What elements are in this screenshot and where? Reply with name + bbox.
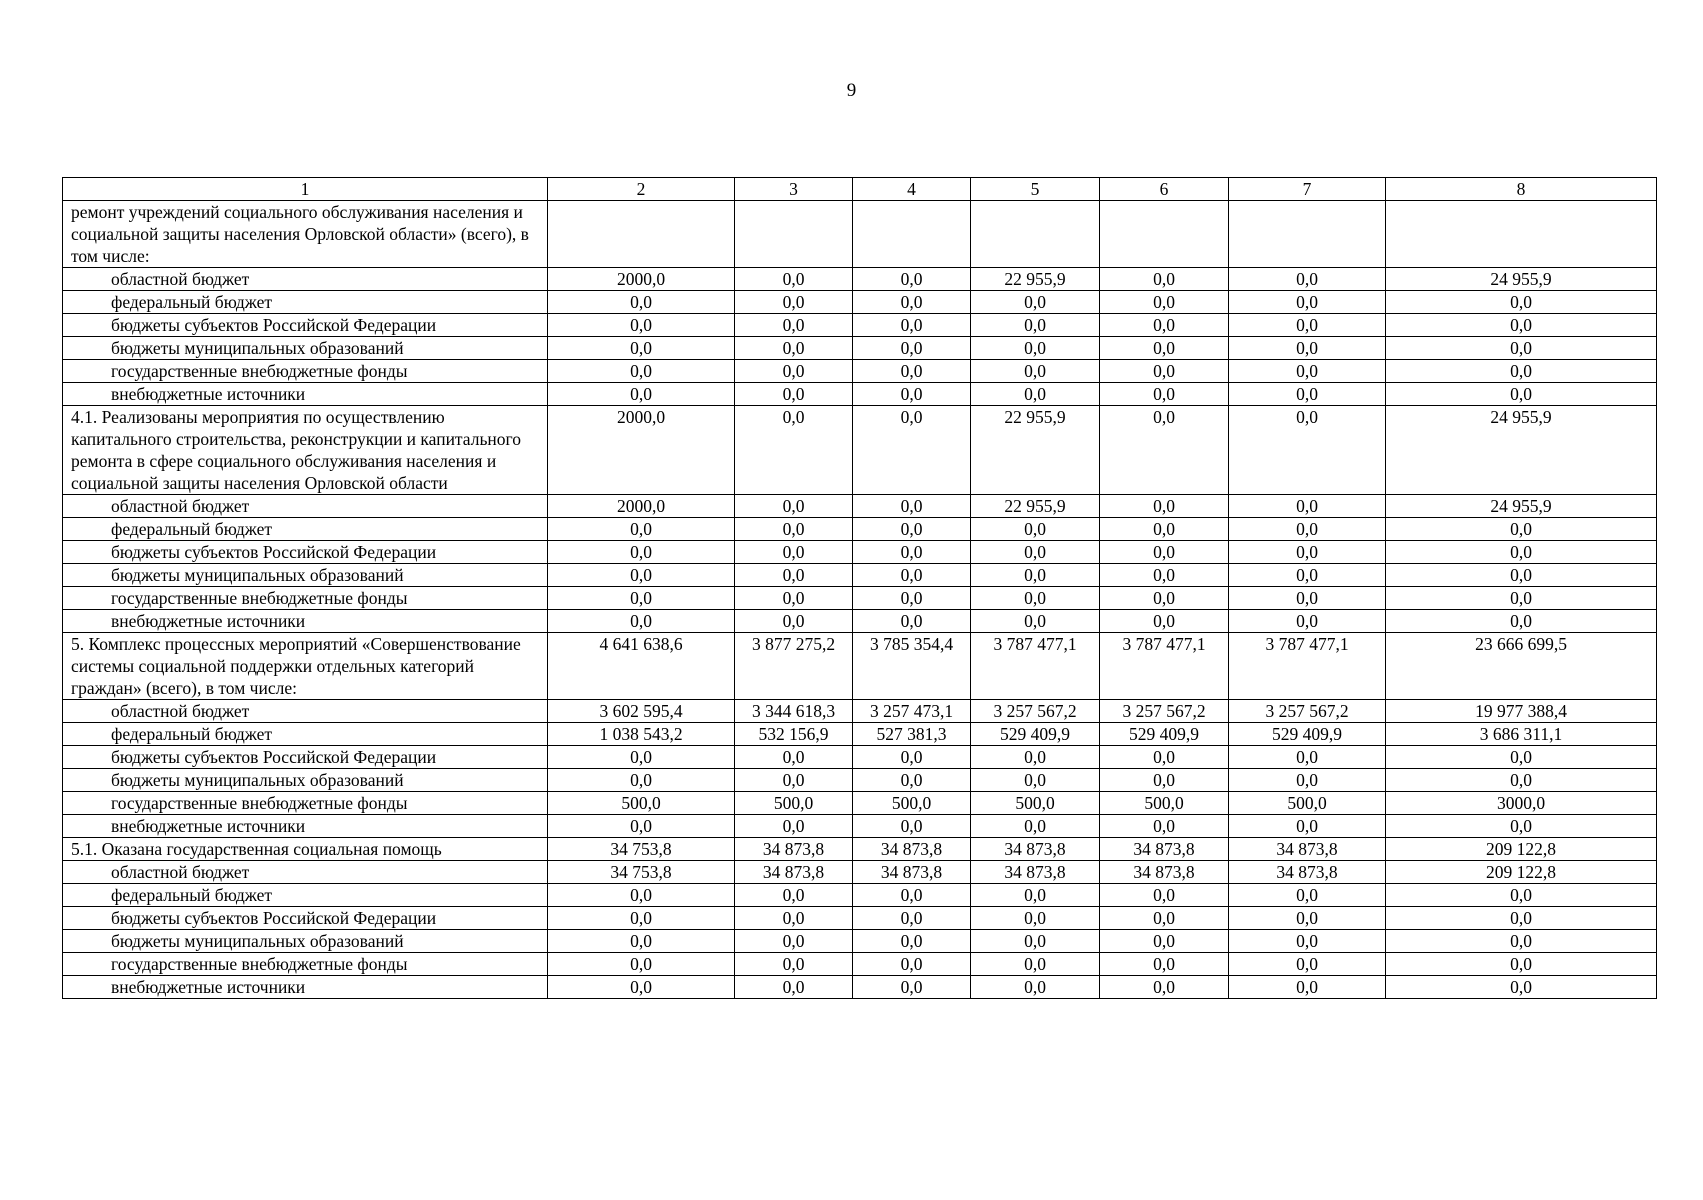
table-cell: 529 409,9 <box>1229 723 1386 746</box>
table-cell: 0,0 <box>971 337 1100 360</box>
table-cell: 0,0 <box>735 541 853 564</box>
row-label: бюджеты субъектов Российской Федерации <box>63 541 548 564</box>
table-row <box>63 360 1657 383</box>
table-row <box>63 337 1657 360</box>
table-cell: 34 873,8 <box>735 861 853 884</box>
row-label: областной бюджет <box>63 495 548 518</box>
table-row <box>63 861 1657 884</box>
table-cell: 0,0 <box>1229 383 1386 406</box>
table-row <box>63 838 1657 861</box>
table-row <box>63 700 1657 723</box>
table-cell: 0,0 <box>1100 564 1229 587</box>
table-cell: 532 156,9 <box>735 723 853 746</box>
row-label: 4.1. Реализованы мероприятия по осуществлению капитального строительства, реконструкции и капитального ремонта в сфере социального обслуживания населения и социальной защиты населения Орловской области <box>63 406 548 495</box>
table-cell: 0,0 <box>1100 976 1229 999</box>
row-label: внебюджетные источники <box>63 976 548 999</box>
table-cell: 0,0 <box>853 769 971 792</box>
table-cell: 0,0 <box>735 746 853 769</box>
table-row <box>63 406 1657 495</box>
table-row <box>63 564 1657 587</box>
table-cell: 3 257 567,2 <box>971 700 1100 723</box>
table-cell: 0,0 <box>1100 518 1229 541</box>
table-cell: 3 257 473,1 <box>853 700 971 723</box>
table-cell: 0,0 <box>548 291 735 314</box>
table-cell: 22 955,9 <box>971 268 1100 291</box>
row-label: государственные внебюджетные фонды <box>63 792 548 815</box>
table-cell: 22 955,9 <box>971 495 1100 518</box>
table-cell: 0,0 <box>1386 769 1657 792</box>
table-row <box>63 792 1657 815</box>
table-cell: 34 753,8 <box>548 838 735 861</box>
table-cell: 0,0 <box>1229 907 1386 930</box>
table-cell: 0,0 <box>1100 930 1229 953</box>
table-cell: 0,0 <box>1229 953 1386 976</box>
table-cell: 0,0 <box>853 268 971 291</box>
column-number: 8 <box>1386 178 1657 201</box>
table-cell: 0,0 <box>548 746 735 769</box>
table-cell: 0,0 <box>1100 884 1229 907</box>
table-row <box>63 746 1657 769</box>
table-cell: 0,0 <box>853 541 971 564</box>
table-row <box>63 976 1657 999</box>
table-cell: 0,0 <box>735 930 853 953</box>
table-cell: 34 753,8 <box>548 861 735 884</box>
table-cell: 0,0 <box>1386 976 1657 999</box>
table-cell: 209 122,8 <box>1386 861 1657 884</box>
table-cell: 529 409,9 <box>971 723 1100 746</box>
table-row <box>63 769 1657 792</box>
table-cell: 0,0 <box>1100 769 1229 792</box>
table-cell: 0,0 <box>1386 884 1657 907</box>
table-cell: 0,0 <box>853 884 971 907</box>
table-cell: 0,0 <box>853 976 971 999</box>
column-number: 4 <box>853 178 971 201</box>
table-cell: 0,0 <box>1100 815 1229 838</box>
column-number: 2 <box>548 178 735 201</box>
table-cell: 0,0 <box>735 406 853 495</box>
table-cell: 3 787 477,1 <box>1100 633 1229 700</box>
table-row <box>63 930 1657 953</box>
table-cell: 0,0 <box>853 953 971 976</box>
row-label: федеральный бюджет <box>63 518 548 541</box>
table-cell: 0,0 <box>735 268 853 291</box>
table-cell: 0,0 <box>853 360 971 383</box>
table-cell: 2000,0 <box>548 268 735 291</box>
table-cell: 3 686 311,1 <box>1386 723 1657 746</box>
row-label: бюджеты субъектов Российской Федерации <box>63 907 548 930</box>
table-row <box>63 633 1657 700</box>
table-cell: 23 666 699,5 <box>1386 633 1657 700</box>
table-cell: 0,0 <box>1386 610 1657 633</box>
table-cell: 0,0 <box>853 930 971 953</box>
table-cell: 0,0 <box>1386 564 1657 587</box>
row-label: государственные внебюджетные фонды <box>63 360 548 383</box>
table-cell: 0,0 <box>1229 268 1386 291</box>
table-cell: 0,0 <box>853 746 971 769</box>
table-cell: 3 785 354,4 <box>853 633 971 700</box>
table-cell: 3 787 477,1 <box>1229 633 1386 700</box>
table-cell: 0,0 <box>853 587 971 610</box>
table-cell: 0,0 <box>735 610 853 633</box>
table-cell: 0,0 <box>548 907 735 930</box>
table-cell: 0,0 <box>971 769 1100 792</box>
table-cell: 0,0 <box>971 541 1100 564</box>
table-cell: 0,0 <box>1386 953 1657 976</box>
table-cell: 3000,0 <box>1386 792 1657 815</box>
table-cell <box>735 201 853 268</box>
table-cell: 3 602 595,4 <box>548 700 735 723</box>
table-cell <box>1229 201 1386 268</box>
table-cell: 0,0 <box>971 564 1100 587</box>
table-cell: 0,0 <box>1229 587 1386 610</box>
table-cell: 0,0 <box>971 815 1100 838</box>
table-cell: 0,0 <box>1229 884 1386 907</box>
table-cell: 2000,0 <box>548 406 735 495</box>
table-row <box>63 495 1657 518</box>
table-cell: 0,0 <box>853 383 971 406</box>
table-cell: 34 873,8 <box>853 838 971 861</box>
table-cell: 0,0 <box>971 930 1100 953</box>
table-cell: 0,0 <box>548 769 735 792</box>
table-cell: 0,0 <box>1229 976 1386 999</box>
table-cell: 0,0 <box>971 746 1100 769</box>
table-cell: 0,0 <box>1229 769 1386 792</box>
table-cell <box>1386 201 1657 268</box>
row-label: 5.1. Оказана государственная социальная помощь <box>63 838 548 861</box>
table-cell: 0,0 <box>1100 746 1229 769</box>
page-number: 9 <box>846 80 857 101</box>
table-row <box>63 518 1657 541</box>
table-cell: 34 873,8 <box>1229 838 1386 861</box>
table-cell: 527 381,3 <box>853 723 971 746</box>
table-cell: 0,0 <box>735 518 853 541</box>
table-cell: 0,0 <box>548 518 735 541</box>
table-cell: 0,0 <box>1386 907 1657 930</box>
table-cell: 0,0 <box>1100 360 1229 383</box>
row-label: бюджеты субъектов Российской Федерации <box>63 746 548 769</box>
table-cell: 0,0 <box>1229 314 1386 337</box>
table-cell: 0,0 <box>853 610 971 633</box>
table-cell: 3 877 275,2 <box>735 633 853 700</box>
table-cell: 0,0 <box>1229 406 1386 495</box>
table-cell: 1 038 543,2 <box>548 723 735 746</box>
table-cell: 0,0 <box>1100 907 1229 930</box>
table-cell: 0,0 <box>548 587 735 610</box>
table-cell: 34 873,8 <box>1100 838 1229 861</box>
table-cell: 0,0 <box>548 314 735 337</box>
table-cell: 0,0 <box>735 337 853 360</box>
table-cell: 0,0 <box>1100 541 1229 564</box>
table-cell: 0,0 <box>548 541 735 564</box>
table-cell: 0,0 <box>971 314 1100 337</box>
table-cell: 0,0 <box>1386 815 1657 838</box>
table-cell: 0,0 <box>853 406 971 495</box>
table-cell: 0,0 <box>548 884 735 907</box>
row-label: областной бюджет <box>63 861 548 884</box>
table-cell: 0,0 <box>971 884 1100 907</box>
table-cell: 3 344 618,3 <box>735 700 853 723</box>
table-cell: 0,0 <box>971 907 1100 930</box>
column-number-row <box>63 178 1657 201</box>
column-number: 7 <box>1229 178 1386 201</box>
table-cell: 0,0 <box>548 815 735 838</box>
row-label: бюджеты субъектов Российской Федерации <box>63 314 548 337</box>
table-cell: 0,0 <box>735 769 853 792</box>
table-cell: 0,0 <box>548 930 735 953</box>
table-row <box>63 383 1657 406</box>
table-cell: 0,0 <box>1100 314 1229 337</box>
table-row <box>63 907 1657 930</box>
table-cell: 0,0 <box>1386 291 1657 314</box>
table-cell: 0,0 <box>1100 291 1229 314</box>
table-cell: 0,0 <box>1229 930 1386 953</box>
table-cell: 0,0 <box>971 587 1100 610</box>
row-label: областной бюджет <box>63 268 548 291</box>
table-cell: 0,0 <box>1100 337 1229 360</box>
table-cell: 0,0 <box>548 976 735 999</box>
column-number: 3 <box>735 178 853 201</box>
table-cell: 0,0 <box>971 953 1100 976</box>
table-cell: 0,0 <box>1100 406 1229 495</box>
table-cell: 500,0 <box>735 792 853 815</box>
table-cell: 0,0 <box>1229 360 1386 383</box>
table-cell: 22 955,9 <box>971 406 1100 495</box>
table-cell: 0,0 <box>971 291 1100 314</box>
table-cell: 24 955,9 <box>1386 495 1657 518</box>
table-row <box>63 815 1657 838</box>
table-cell: 0,0 <box>735 976 853 999</box>
row-label: внебюджетные источники <box>63 610 548 633</box>
table-cell <box>548 201 735 268</box>
table-cell: 500,0 <box>1229 792 1386 815</box>
table-cell: 0,0 <box>853 314 971 337</box>
table-cell: 0,0 <box>1386 518 1657 541</box>
table-cell: 0,0 <box>853 291 971 314</box>
table-cell: 24 955,9 <box>1386 268 1657 291</box>
row-label: федеральный бюджет <box>63 723 548 746</box>
table-cell: 34 873,8 <box>1229 861 1386 884</box>
table-row <box>63 268 1657 291</box>
table-cell: 0,0 <box>1386 314 1657 337</box>
table-cell: 0,0 <box>1386 930 1657 953</box>
row-label: бюджеты муниципальных образований <box>63 769 548 792</box>
table-cell: 0,0 <box>548 337 735 360</box>
table-cell: 0,0 <box>1229 495 1386 518</box>
table-cell: 0,0 <box>1229 815 1386 838</box>
row-label: федеральный бюджет <box>63 291 548 314</box>
table-cell: 0,0 <box>1229 564 1386 587</box>
table-cell: 0,0 <box>971 976 1100 999</box>
row-label: государственные внебюджетные фонды <box>63 953 548 976</box>
column-number: 5 <box>971 178 1100 201</box>
table-cell: 0,0 <box>853 815 971 838</box>
table-cell: 0,0 <box>1386 360 1657 383</box>
table-cell: 0,0 <box>853 564 971 587</box>
table-cell: 34 873,8 <box>971 861 1100 884</box>
table-cell: 0,0 <box>735 884 853 907</box>
table-cell: 0,0 <box>735 314 853 337</box>
table-cell: 0,0 <box>1100 953 1229 976</box>
table-row <box>63 291 1657 314</box>
table-cell: 0,0 <box>853 518 971 541</box>
table-cell: 3 257 567,2 <box>1229 700 1386 723</box>
table-cell: 0,0 <box>1386 337 1657 360</box>
table-cell: 34 873,8 <box>853 861 971 884</box>
budget-table <box>62 177 1657 999</box>
row-label: федеральный бюджет <box>63 884 548 907</box>
table-cell: 0,0 <box>1229 291 1386 314</box>
table-row <box>63 884 1657 907</box>
table-cell: 0,0 <box>853 907 971 930</box>
table-cell: 0,0 <box>1386 587 1657 610</box>
row-label: ремонт учреждений социального обслуживания населения и социальной защиты населения Орловской области» (всего), в том числе: <box>63 201 548 268</box>
table-cell: 0,0 <box>548 360 735 383</box>
table-cell: 0,0 <box>1386 746 1657 769</box>
row-label: внебюджетные источники <box>63 815 548 838</box>
table-row <box>63 610 1657 633</box>
table-cell: 0,0 <box>735 291 853 314</box>
row-label: областной бюджет <box>63 700 548 723</box>
table-cell: 0,0 <box>548 564 735 587</box>
table-cell: 0,0 <box>735 815 853 838</box>
table-cell: 0,0 <box>735 360 853 383</box>
table-cell: 209 122,8 <box>1386 838 1657 861</box>
row-label: бюджеты муниципальных образований <box>63 337 548 360</box>
table-cell: 500,0 <box>1100 792 1229 815</box>
row-label: бюджеты муниципальных образований <box>63 930 548 953</box>
table-cell: 0,0 <box>735 953 853 976</box>
table-cell: 0,0 <box>735 564 853 587</box>
table-cell: 0,0 <box>1229 518 1386 541</box>
row-label: 5. Комплекс процессных мероприятий «Совершенствование системы социальной поддержки отдельных категорий граждан» (всего), в том числе: <box>63 633 548 700</box>
table-cell: 0,0 <box>735 587 853 610</box>
table-cell: 0,0 <box>1100 587 1229 610</box>
table-cell: 19 977 388,4 <box>1386 700 1657 723</box>
table-cell: 0,0 <box>735 907 853 930</box>
table-cell: 3 787 477,1 <box>971 633 1100 700</box>
table-cell: 34 873,8 <box>1100 861 1229 884</box>
table-cell: 500,0 <box>853 792 971 815</box>
row-label: бюджеты муниципальных образований <box>63 564 548 587</box>
table-cell: 0,0 <box>548 383 735 406</box>
table-cell: 500,0 <box>971 792 1100 815</box>
table-cell <box>971 201 1100 268</box>
table-cell: 0,0 <box>1229 541 1386 564</box>
table-cell: 0,0 <box>971 360 1100 383</box>
table-cell: 34 873,8 <box>971 838 1100 861</box>
table-cell: 0,0 <box>1386 383 1657 406</box>
table-row <box>63 587 1657 610</box>
table-row <box>63 953 1657 976</box>
table-row <box>63 201 1657 268</box>
table-cell: 0,0 <box>971 610 1100 633</box>
table-cell: 0,0 <box>1100 495 1229 518</box>
table-cell <box>1100 201 1229 268</box>
table-cell: 0,0 <box>548 953 735 976</box>
row-label: внебюджетные источники <box>63 383 548 406</box>
table-cell: 0,0 <box>1100 268 1229 291</box>
row-label: государственные внебюджетные фонды <box>63 587 548 610</box>
table-cell: 0,0 <box>971 383 1100 406</box>
table-cell: 4 641 638,6 <box>548 633 735 700</box>
table-cell: 24 955,9 <box>1386 406 1657 495</box>
table-row <box>63 314 1657 337</box>
table-cell: 0,0 <box>853 337 971 360</box>
table-cell: 0,0 <box>735 383 853 406</box>
table-cell: 0,0 <box>1100 610 1229 633</box>
table-cell <box>853 201 971 268</box>
table-cell: 0,0 <box>853 495 971 518</box>
table-cell: 34 873,8 <box>735 838 853 861</box>
column-number: 6 <box>1100 178 1229 201</box>
table-row <box>63 541 1657 564</box>
table-body <box>63 178 1657 999</box>
table-cell: 500,0 <box>548 792 735 815</box>
table-cell: 0,0 <box>1100 383 1229 406</box>
table-cell: 2000,0 <box>548 495 735 518</box>
table-row <box>63 723 1657 746</box>
table-cell: 0,0 <box>1229 746 1386 769</box>
table-cell: 0,0 <box>1229 337 1386 360</box>
table-cell: 0,0 <box>1229 610 1386 633</box>
table-cell: 0,0 <box>735 495 853 518</box>
table-cell: 0,0 <box>1386 541 1657 564</box>
table-cell: 0,0 <box>971 518 1100 541</box>
table-cell: 0,0 <box>548 610 735 633</box>
table-cell: 529 409,9 <box>1100 723 1229 746</box>
table-cell: 3 257 567,2 <box>1100 700 1229 723</box>
column-number: 1 <box>63 178 548 201</box>
